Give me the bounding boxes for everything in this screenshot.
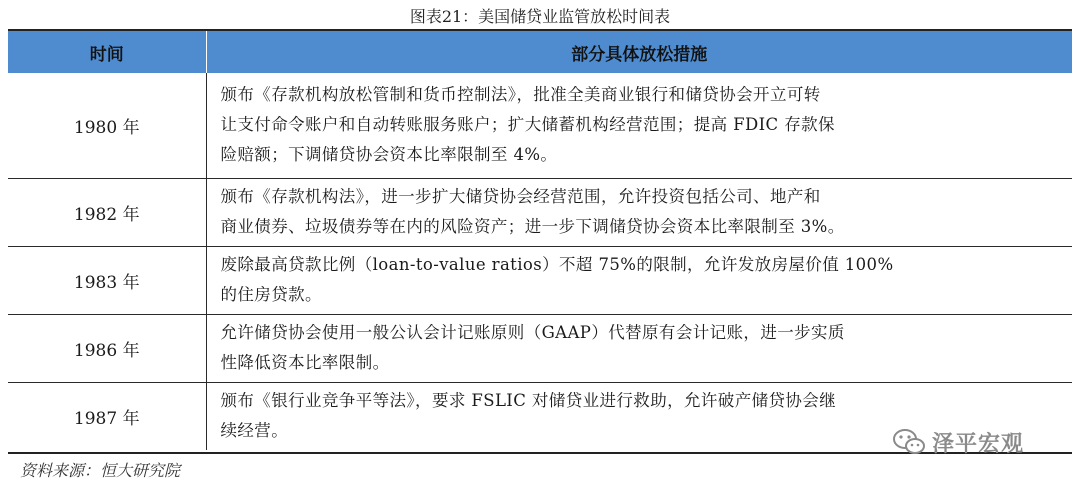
source-note: 资料来源：恒大研究院 [20, 461, 181, 480]
desc-line: 颁布《银行业竞争平等法》，要求 FSLIC 对储贷业进行救助，允许破产储贷协会继 [220, 391, 837, 411]
table-header-row [8, 31, 1072, 73]
row-description [206, 246, 1072, 314]
desc-line: 让支付命令账户和自动转账服务账户；扩大储蓄机构经营范围；提高 FDIC 存款保 [220, 115, 835, 135]
row-year: 1987 年 [8, 382, 206, 450]
row-description [206, 73, 1072, 178]
desc-line: 商业债券、垃圾债券等在内的风险资产；进一步下调储贷协会资本比率限制至 3%。 [220, 217, 845, 236]
row-year: 1982 年 [8, 178, 206, 246]
regulation-table [8, 31, 1072, 450]
desc-line: 允许储贷协会使用一般公认会计记账原则（GAAP）代替原有会计记账，进一步实质 [220, 323, 845, 342]
figure-title: 图表21：美国储贷业监管放松时间表 [409, 7, 671, 26]
row-year: 1986 年 [8, 314, 206, 382]
table-row [8, 73, 1072, 178]
header-time: 时间 [8, 31, 206, 73]
desc-line: 性降低资本比率限制。 [220, 353, 390, 372]
watermark-text: 泽平宏观 [932, 431, 1025, 457]
desc-line: 颁布《存款机构放松管制和货币控制法》，批准全美商业银行和储贷协会开立可转 [220, 85, 821, 105]
table-row [8, 178, 1072, 246]
desc-line: 废除最高贷款比例（loan-to-value ratios）不超 75%的限制，允许发放房屋价值 100% [220, 255, 894, 274]
desc-line: 颁布《存款机构法》，进一步扩大储贷协会经营范围，允许投资包括公司、地产和 [220, 187, 821, 206]
row-description [206, 314, 1072, 382]
table-row [8, 314, 1072, 382]
header-measures: 部分具体放松措施 [206, 31, 1072, 73]
watermark [892, 422, 1024, 462]
table-row [8, 246, 1072, 314]
desc-line: 险赔额；下调储贷协会资本比率限制至 4%。 [220, 145, 558, 165]
desc-line: 续经营。 [220, 421, 289, 441]
row-year: 1983 年 [8, 246, 206, 314]
wechat-icon [892, 428, 926, 456]
desc-line: 的住房贷款。 [220, 285, 322, 304]
row-description [206, 178, 1072, 246]
row-year: 1980 年 [8, 73, 206, 178]
